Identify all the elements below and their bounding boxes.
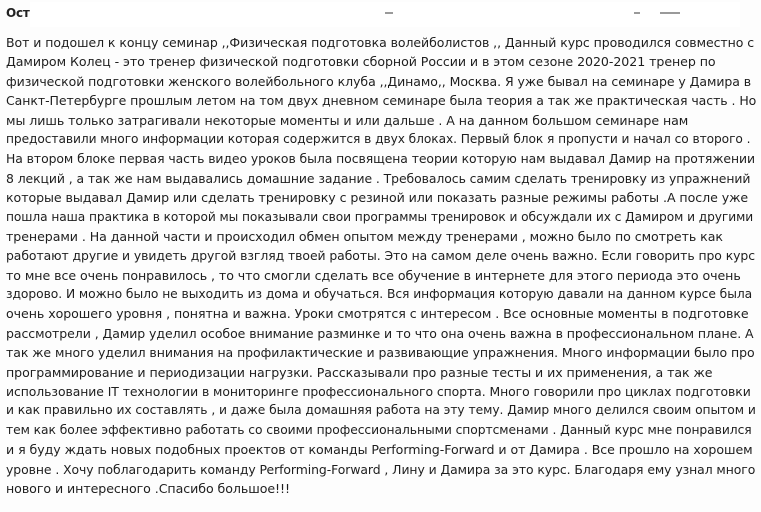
review-header [0, 0, 761, 28]
review-line: так же много уделил внимания на профилактические и развивающие упражнения. Много информации было про [6, 345, 755, 361]
review-line: предоставили много информации которая содержится в двух блоках. Первый блок я пропусти и начал со второго . [6, 131, 751, 146]
review-line: физической подготовки женского волейбольного клуба ,,Динамо,, Москва. Я уже бывал на семинаре у Дамира в [6, 73, 752, 89]
review-line: мы лишь только затрагивали некоторые моменты и или дальше . А на данном большом семинаре нам [6, 112, 689, 128]
review-line: здорово. И можно было не выходить из дома и обучаться. Вся информация которую давали на данном курсе была [6, 287, 753, 302]
review-line: пошла наша практика в которой мы показывали свои программы тренировок и обсуждали их с Дамиром и другими [6, 209, 754, 224]
header-redaction [30, 2, 740, 27]
header-redaction-trace [660, 12, 680, 14]
review-header-label: Ост [6, 6, 30, 20]
review-line: использование IT технологии в мониторинге профессионального спорта. Много говорили про циклах подготовки [6, 384, 751, 400]
review-line: и я буду ждать новых подобных проектов от команды Performing-Forward и от Дамира . Все прошло на хорошем [6, 442, 753, 458]
review-line: Дамиром Колец - это тренер физической подготовки сборной России и в этом сезоне 2020-2021 тренер по [6, 54, 716, 70]
review-line: очень хорошего уровня , понятна и важна. Уроки смотрятся с интересом . Все основные моменты в подготовке [6, 306, 749, 322]
review-line: рассмотрели , Дамир уделил особое внимание разминке и то что она очень важна в профессиональном плане. А [6, 325, 754, 341]
review-line: то мне все очень понравилось , то что смогли сделать все обучение в интернете для этого периода это очень [6, 267, 741, 283]
review-line: уровне . Хочу поблагодарить команду Performing-Forward , Лину и Дамира за это курс. Благодаря ему узнал много [6, 461, 756, 477]
review-line: тем как более эффективно работать со своими профессиональными спортсменами . Данный курс мне понравился [6, 422, 752, 437]
review-line: работают другие и увидеть другой взгляд твоей работы. Это на самом деле очень важно. Если говорить про курс [6, 248, 755, 264]
review-line: На втором блоке первая часть видео уроков была посвящена теории которую нам выдавал Дамир на протяжении [6, 151, 756, 167]
review-line: нового и интересного .Спасибо большое!!! [6, 480, 291, 496]
review-line: 8 лекций , а так же нам выдавались домашние задание . Требовалось самим сделать тренировку из упражнений [6, 170, 751, 186]
review-line: тренерами . На данной части и происходил обмен опытом между тренерами , можно было по смотреть как [6, 228, 723, 244]
review-line: Санкт-Петербурге прошлым летом на том двух дневном семинаре была теория а так же практическая часть . Но [6, 93, 757, 109]
review-line: которые выдавал Дамир или сделать тренировку с резиной или показать разные режимы работы .А после уже [6, 190, 749, 206]
review-line: программирование и периодизации нагрузки. Рассказывали про разные тесты и их применения, а так же [6, 364, 713, 380]
review-body [6, 33, 756, 498]
header-redaction-trace [385, 12, 393, 14]
header-redaction-trace [634, 12, 640, 14]
review-line: Вот и подошел к концу семинар ,,Физическая подготовка волейболистов ,, Данный курс проводился совместно с [6, 35, 755, 50]
review-line: и как правильно их составлять , и даже была домашняя работа на эту тему. Дамир много делился своим опытом и [6, 403, 756, 418]
